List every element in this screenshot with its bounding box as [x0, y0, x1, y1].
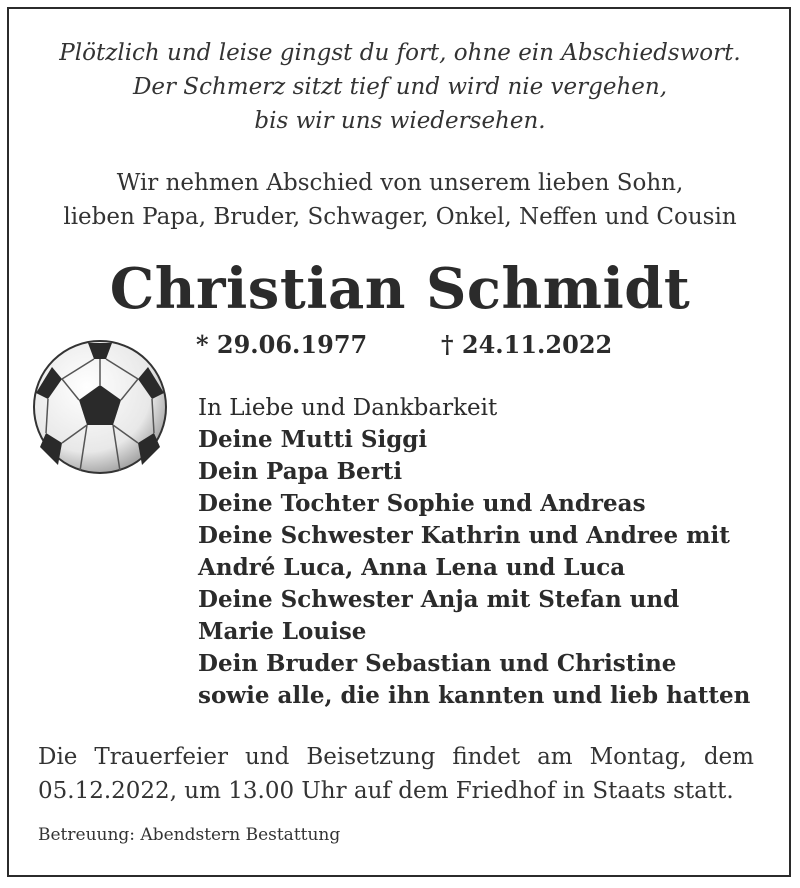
death-date: † 24.11.2022 — [441, 330, 613, 359]
mourner-line: Deine Schwester Kathrin und Andree mit — [198, 522, 730, 549]
mourners-heading: In Liebe und Dankbarkeit — [198, 395, 498, 421]
mourner-line: Deine Mutti Siggi — [198, 426, 428, 453]
service-line-2: 05.12.2022, um 13.00 Uhr auf dem Friedhof in Staats statt. — [38, 778, 734, 804]
service-word: am — [537, 744, 573, 770]
service-word: Die — [38, 744, 78, 770]
mourner-line: Deine Schwester Anja mit Stefan und — [198, 586, 680, 613]
funeral-home-credit: Betreuung: Abendstern Bestattung — [38, 825, 341, 845]
service-word: und — [244, 744, 290, 770]
funeral-service-info — [38, 740, 754, 808]
memorial-verse — [0, 36, 800, 138]
verse-line: Plötzlich und leise gingst du fort, ohne ein Abschiedswort. — [59, 40, 741, 66]
mourner-line: Dein Bruder Sebastian und Christine — [198, 650, 677, 677]
service-word: findet — [452, 744, 521, 770]
birth-date: * 29.06.1977 — [196, 330, 368, 359]
service-word: dem — [703, 744, 754, 770]
mourner-line: André Luca, Anna Lena und Luca — [198, 554, 626, 581]
soccer-ball-icon — [30, 337, 170, 477]
mourner-line: sowie alle, die ihn kannten und lieb hatten — [198, 682, 751, 709]
verse-line: Der Schmerz sitzt tief und wird nie vergehen, — [132, 74, 668, 100]
service-word: Beisetzung — [306, 744, 436, 770]
farewell-intro — [0, 166, 800, 234]
mourner-line: Deine Tochter Sophie und Andreas — [198, 490, 646, 517]
intro-line: Wir nehmen Abschied von unserem lieben Sohn, — [116, 170, 684, 196]
mourners-list — [198, 392, 750, 712]
service-word: Trauerfeier — [94, 744, 228, 770]
service-word: Montag, — [589, 744, 687, 770]
mourner-line: Marie Louise — [198, 618, 367, 645]
intro-line: lieben Papa, Bruder, Schwager, Onkel, Neffen und Cousin — [63, 204, 737, 230]
deceased-name: Christian Schmidt — [109, 256, 691, 322]
verse-line: bis wir uns wiedersehen. — [254, 108, 546, 134]
service-line-1 — [38, 740, 754, 774]
mourner-line: Dein Papa Berti — [198, 458, 403, 485]
